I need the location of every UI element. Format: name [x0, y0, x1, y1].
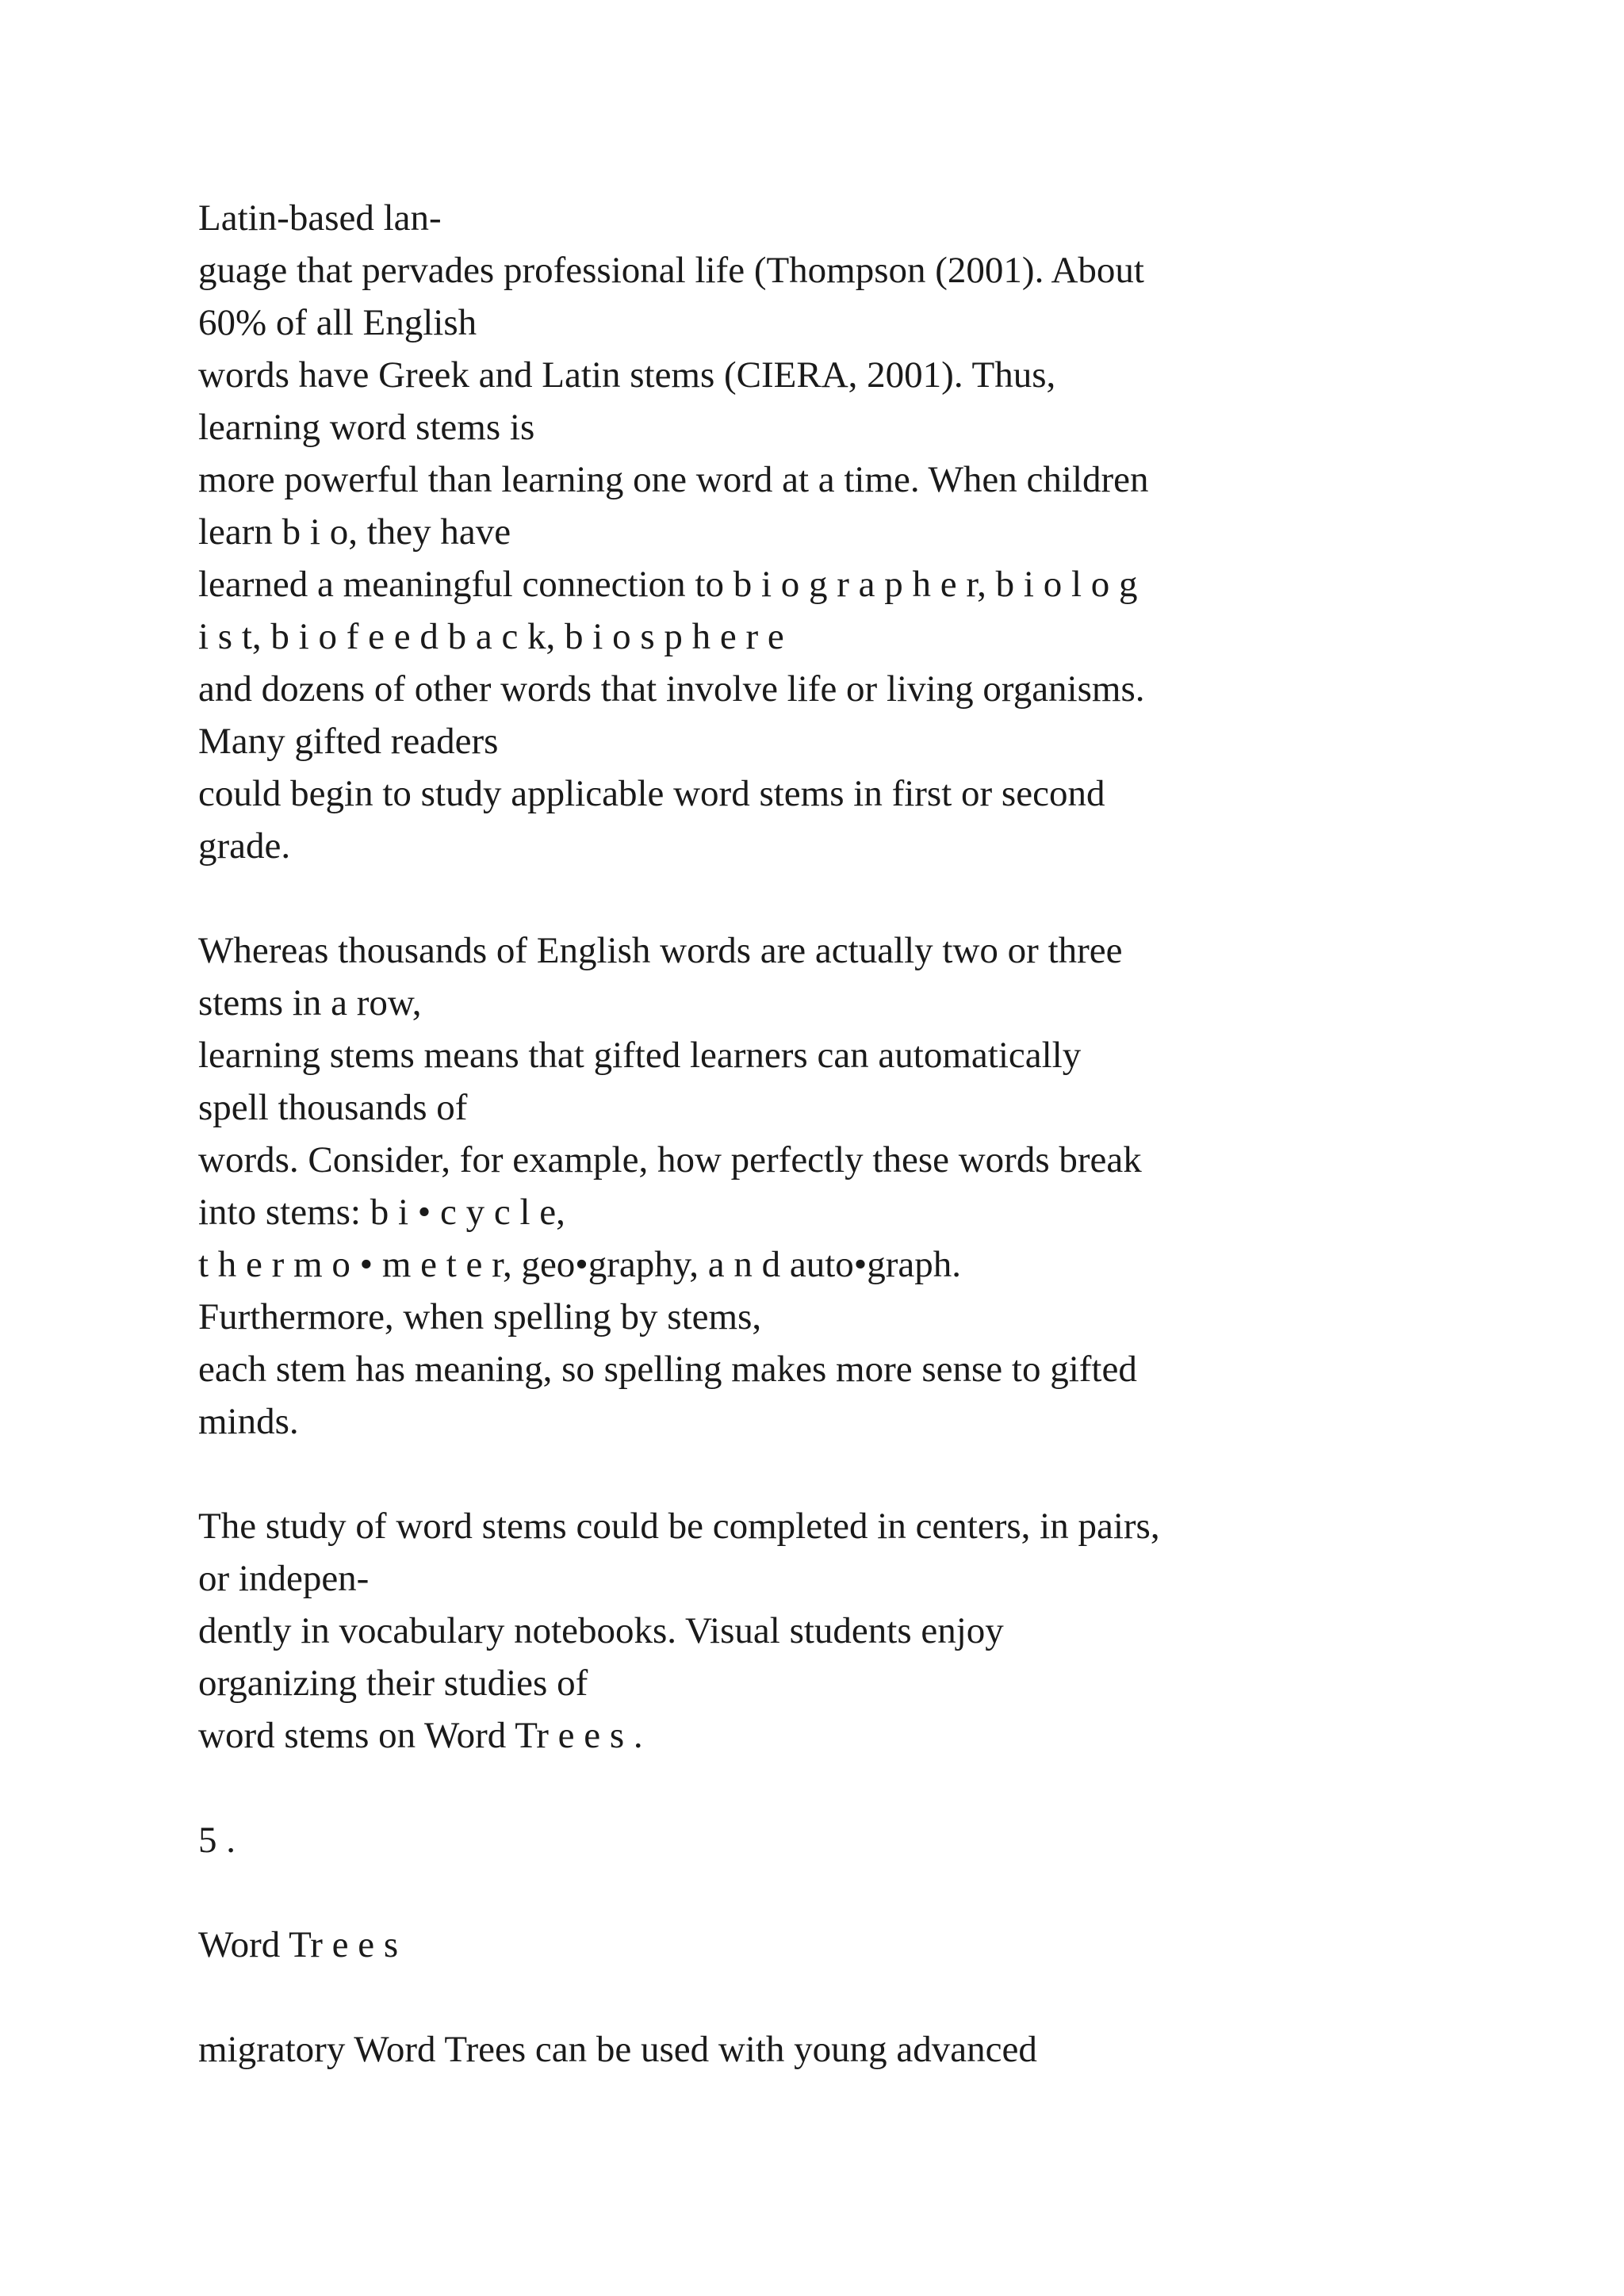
- text-line: 5 .: [198, 1820, 236, 1861]
- text-line: Many gifted readers: [198, 721, 499, 762]
- text-line: could begin to study applicable word stems in first or second: [198, 773, 1105, 814]
- paragraph-2: [198, 924, 1467, 1448]
- text-line: migratory Word Trees can be used with young advanced: [198, 2029, 1037, 2070]
- paragraph-1: [198, 192, 1467, 872]
- text-line: t h e r m o • m e t e r, geo•graphy, a n d auto•graph.: [198, 1244, 961, 1285]
- text-line: learning stems means that gifted learners can automatically: [198, 1035, 1082, 1076]
- text-line: words have Greek and Latin stems (CIERA, 2001). Thus,: [198, 354, 1056, 396]
- text-line: stems in a row,: [198, 982, 422, 1024]
- text-line: Furthermore, when spelling by stems,: [198, 1296, 762, 1337]
- text-line: words. Consider, for example, how perfectly these words break: [198, 1139, 1142, 1181]
- text-line: spell thousands of: [198, 1087, 468, 1128]
- text-line: grade.: [198, 825, 291, 867]
- text-line: learn b i o, they have: [198, 511, 511, 553]
- text-line: and dozens of other words that involve life or living organisms.: [198, 668, 1145, 710]
- text-line: organizing their studies of: [198, 1663, 588, 1704]
- text-line: Latin-based lan-: [198, 197, 442, 239]
- text-line: learned a meaningful connection to b i o g r a p h e r, b i o l o g: [198, 564, 1138, 605]
- paragraph-spacer: [198, 872, 1467, 924]
- text-line: into stems: b i • c y c l e,: [198, 1192, 565, 1233]
- text-line: Whereas thousands of English words are actually two or three: [198, 930, 1123, 971]
- paragraph-spacer: [198, 1448, 1467, 1500]
- text-line: more powerful than learning one word at a time. When children: [198, 459, 1149, 500]
- text-line: or indepen-: [198, 1558, 370, 1599]
- section-number: [198, 1814, 1467, 1866]
- text-line: 60% of all English: [198, 302, 477, 343]
- text-line: Word Tr e e s: [198, 1924, 399, 1965]
- text-line: learning word stems is: [198, 407, 535, 448]
- text-line: guage that pervades professional life (Thompson (2001). About: [198, 250, 1144, 291]
- document-page: [198, 192, 1467, 2076]
- text-line: word stems on Word Tr e e s .: [198, 1715, 643, 1756]
- paragraph-spacer: [198, 1971, 1467, 2023]
- text-line: minds.: [198, 1401, 299, 1442]
- text-line: dently in vocabulary notebooks. Visual students enjoy: [198, 1610, 1004, 1651]
- section-heading: [198, 1919, 1467, 1971]
- paragraph-4: [198, 2023, 1467, 2076]
- text-line: The study of word stems could be completed in centers, in pairs,: [198, 1506, 1160, 1547]
- text-line: i s t, b i o f e e d b a c k, b i o s p h e r e: [198, 616, 784, 657]
- paragraph-spacer: [198, 1866, 1467, 1919]
- paragraph-spacer: [198, 1762, 1467, 1814]
- text-line: each stem has meaning, so spelling makes more sense to gifted: [198, 1349, 1137, 1390]
- paragraph-3: [198, 1500, 1467, 1762]
